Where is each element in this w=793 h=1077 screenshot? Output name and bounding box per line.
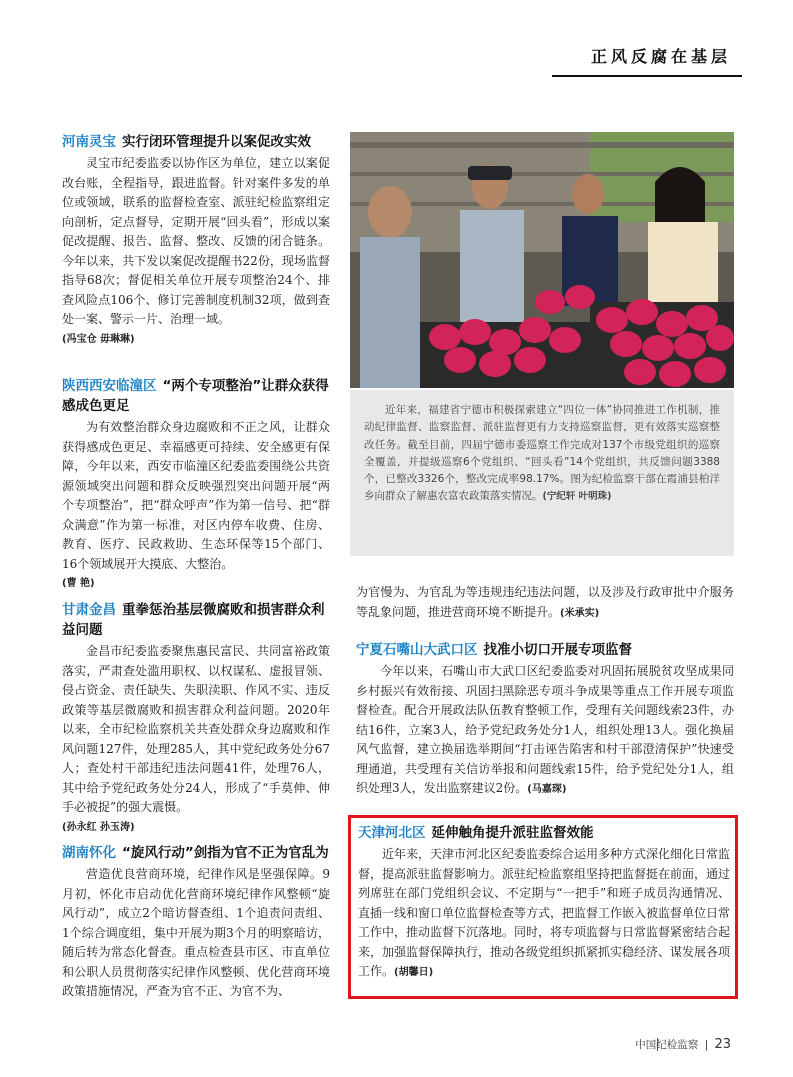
article-lintong — [62, 376, 330, 594]
article-body: 灵宝市纪委监委以协作区为单位，建立以案促改台账，全程指导，跟进监督。针对案件多发的单位或领域，联系的监督检查室、派驻纪检监察组定向剖析，定点督导，定期开展“回头看”，形成以案促改提醒、报告、监督、整改、反馈的闭合链条。今年以来，共下发以案促改提醒书22份，现场监督指导68次；督促相关单位开展专项整治24个、排查风险点106个、修订完善制度机制32项，做到查处一案、警示一片、治理一域。 — [62, 156, 330, 326]
article-place: 天津河北区 — [358, 825, 426, 841]
article-author: (孙永红 孙玉涛) — [62, 821, 135, 833]
page-footer — [635, 1037, 731, 1052]
footer-page-number: 23 — [714, 1037, 731, 1052]
article-place: 河南灵宝 — [62, 134, 116, 150]
header-divider — [552, 75, 742, 77]
article-jinchang — [62, 600, 330, 837]
article-dawukou — [356, 640, 734, 800]
article-title: 实行闭环管理提升以案促改实效 — [122, 134, 311, 150]
article-title: 找准小切口开展专项监督 — [483, 642, 632, 658]
photo-fruit-stall — [350, 132, 734, 388]
article-heading — [356, 640, 734, 660]
article-body: 营造优良营商环境，纪律作风是坚强保障。9月初，怀化市启动优化营商环境纪律作风整顿“旋风行动”，成立2个暗访督查组、1个追责问责组、1个综合调度组，集中开展为期3个月的明察暗访，随后转为常态化督查。重点检查县市区、市直单位和公职人员贯彻落实纪律作风整顿、优化营商环境政策措施情况，严查为官不正、为官不为、 — [62, 867, 330, 998]
photo-credit: (宁纪轩 叶明珠) — [542, 491, 612, 503]
article-heading — [62, 376, 330, 416]
article-heading — [62, 843, 330, 863]
photo-caption-text: 近年来，福建省宁德市积极探索建立“四位一体”协同推进工作机制，推动纪律监督、监察监督、派驻监督更有力支持巡察监督，更有效落实巡察整改任务。截至目前，四届宁德市委巡察工作完成对137个市级党组织的巡察全覆盖，并提级巡察6个党组织、“回头看”14个党组织，共反馈问题3388个，已整改3326个，整改完成率98.17%。图为纪检监察干部在霞浦县柏洋乡向群众了解惠农富农政策落实情况。 — [364, 404, 720, 503]
article-author: (曹 艳) — [62, 578, 95, 589]
article-heading — [62, 600, 330, 640]
article-hebei — [358, 823, 730, 983]
article-body-continued — [356, 583, 734, 623]
article-title: “旋风行动”剑指为官不正为官乱为 — [122, 845, 329, 861]
article-author: (米承实) — [560, 607, 600, 619]
article-place: 湖南怀化 — [62, 845, 116, 861]
article-heading — [62, 132, 330, 152]
article-title: “两个专项整治”让群众获得感成色更足 — [62, 378, 329, 414]
article-place: 甘肃金昌 — [62, 602, 116, 618]
article-body: 为有效整治群众身边腐败和不正之风，让群众获得感成色更足、幸福感更可持续、安全感更有保障，今年以来，西安市临潼区纪委监委围绕公共资源领域突出问题和群众反映强烈突出问题开展“两个专项整治”，把“群众呼声”作为第一信号、把“群众满意”作为第一标准，对区内停车收费、住房、教育、医疗、民政救助、生态环保等15个部门、16个领域展开大摸底、大整治。 — [62, 420, 330, 571]
article-lingbao — [62, 132, 330, 349]
photo-caption — [350, 390, 734, 506]
article-body-text: 今年以来，石嘴山市大武口区纪委监委对巩固拓展脱贫攻坚成果同乡村振兴有效衔接、巩固扫黑除恶专项斗争成果等重点工作开展专项监督检查。配合开展政法队伍教育整顿工作，受理有关问题线索23件，办结16件，立案3人，给予党纪政务处分1人，组织处理13人。强化换届风气监督，建立换届选举期间“打击诬告陷害和村干部澄清保护”快速受理通道，共受理有关信访举报和问题线索15件，给予党纪处分1人，组织处理3人，发出监察建议2份。 — [356, 664, 734, 795]
footer-separator: | — [704, 1039, 709, 1051]
section-title: 正风反腐在基层 — [590, 47, 731, 66]
article-author: (冯宝仓 毋琳琳) — [62, 333, 135, 345]
photo-illustration — [350, 132, 734, 388]
article-body: 金昌市纪委监委聚焦惠民富民、共同富裕政策落实，严肃查处滥用职权、以权谋私、虚报冒领、侵占资金、责任缺失、失职渎职、作风不实、违反政策等基层微腐败和损害群众利益问题。2020年以来，全市纪检监察机关共查处群众身边腐败和作风问题127件，处理285人，其中党纪政务处分67人；查处村干部违纪违法问题41件，处理76人，其中给予党纪政务处分24人，形成了“手莫伸、伸手必被捉”的强大震慑。 — [62, 644, 330, 814]
article-author: (马嘉琛) — [527, 784, 567, 795]
article-body-text: 近年来，天津市河北区纪委监委综合运用多种方式深化细化日常监督，提高派驻监督影响力。派驻纪检监察组坚持把监督挺在前面，通过列席驻在部门党组织会议、不定期与“一把手”和班子成员沟通情况、直插一线和窗口单位监督检查等方式，把监督工作嵌入被监督单位日常工作中，推动监督下沉落地。同时，将专项监督与日常监督紧密结合起来，加强监督保障执行，推动各级党组织抓紧抓实稳经济、谋发展各项工作。 — [358, 847, 731, 978]
article-body — [358, 845, 730, 983]
article-place: 陕西西安临潼区 — [62, 378, 157, 394]
article-huaihua — [62, 843, 330, 1002]
article-author: (胡馨日) — [394, 967, 434, 978]
article-body — [356, 662, 734, 800]
photo-caption-box — [350, 390, 734, 556]
article-body-continued-text: 为官慢为、为官乱为等违规违纪违法问题，以及涉及行政审批中介服务等乱象问题，推进营商环境不断提升。 — [356, 585, 734, 619]
article-title: 延伸触角提升派驻监督效能 — [431, 825, 594, 841]
article-title: 重拳惩治基层微腐败和损害群众利益问题 — [62, 602, 325, 638]
article-huaihua-continued — [356, 583, 734, 623]
article-place: 宁夏石嘴山大武口区 — [356, 642, 478, 658]
article-heading — [358, 823, 730, 843]
footer-magazine-name: 中国纪检监察 — [635, 1039, 699, 1051]
